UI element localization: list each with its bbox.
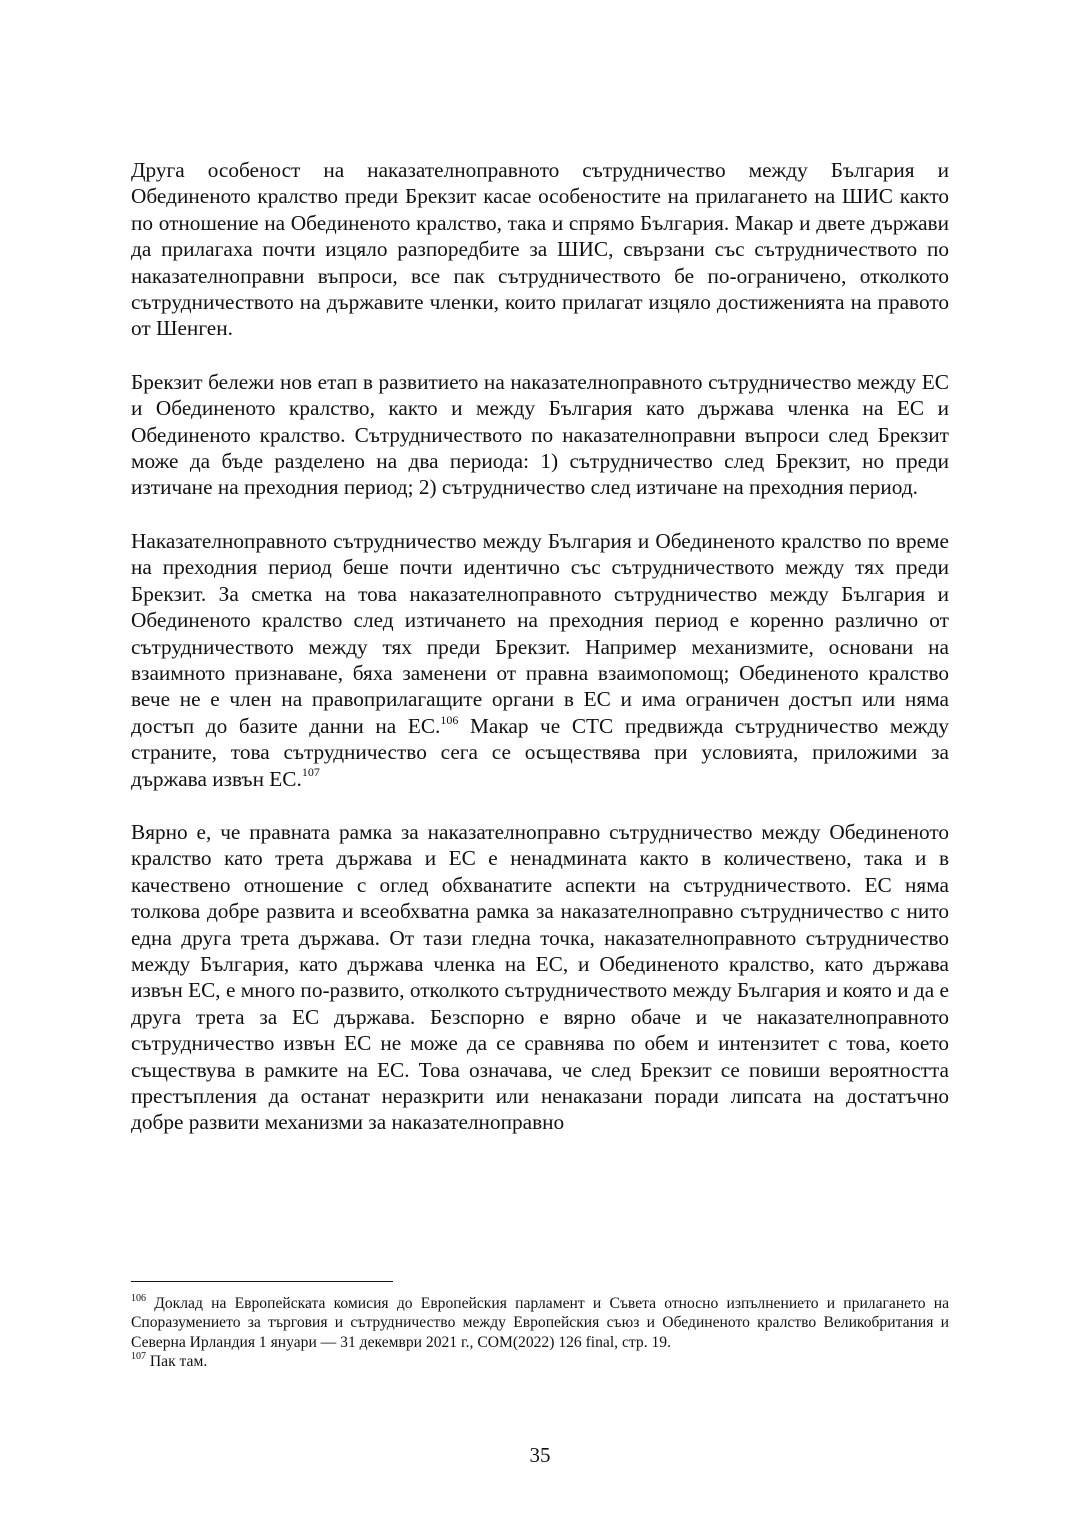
paragraph-2: Брекзит бележи нов етап в развитието на наказателноправното сътрудничество между ЕС и Обединеното кралство, както и между България като държава членка на ЕС и Обединеното кралство. Сътрудничеството по наказателноправни въпроси след Брекзит може да бъде разделено на два периода: 1) сътрудничество след Брекзит, но преди изтичане на преходния период; 2) сътрудничество след изтичане на преходния период.	[131, 369, 949, 500]
footnote-number: 107	[131, 1350, 146, 1362]
paragraph-3	[131, 528, 949, 792]
footnote-107	[131, 1352, 949, 1371]
footnotes	[131, 1294, 949, 1371]
footnote-106	[131, 1294, 949, 1352]
paragraph-1: Друга особеност на наказателноправното сътрудничество между България и Обединеното кралство преди Брекзит касае особеностите на прилагането на ШИС както по отношение на Обединеното кралство, така и спрямо България. Макар и двете държави да прилагаха почти изцяло разпоредбите за ШИС, свързани със сътрудничеството по наказателноправни въпроси, все пак сътрудничеството бе по-ограничено, отколкото сътрудничеството на държавите членки, които прилагат изцяло достиженията на правото от Шенген.	[131, 158, 949, 341]
paragraph-3-part-1: Наказателноправното сътрудничество между България и Обединеното кралство по време на преходния период беше почти идентично със сътрудничеството между тях преди Брекзит. За сметка на това наказателноправното сътрудничество между България и Обединеното кралство след изтичането на преходния период е коренно различно от сътрудничеството между тях преди Брекзит. Например механизмите, основани на взаимното признаване, бяха заменени от правна взаимопомощ; Обединеното кралство вече не е член на правоприлагащите органи в ЕС и има ограничен достъп или няма достъп до базите данни на ЕС.	[131, 528, 949, 738]
page-body	[131, 157, 949, 1163]
footnote-text: Пак там.	[146, 1352, 208, 1370]
page-number: 35	[529, 1443, 551, 1467]
footnote-ref-107[interactable]: 107	[301, 765, 320, 780]
footnote-text: Доклад на Европейската комисия до Европейския парламент и Съвета относно изпълнението и прилагането на Споразумението за търговия и сътрудничество между Европейския съюз и Обединеното кралство Великобритания и Северна Ирландия 1 януари — 31 декември 2021 г., COM(2022) 126 final, стр. 19.	[131, 1295, 949, 1351]
paragraph-4: Вярно е, че правната рамка за наказателноправно сътрудничество между Обединеното кралство като трета държава и ЕС е ненадмината както в количествено, така и в качествено отношение с оглед обхванатите аспекти на сътрудничеството. ЕС няма толкова добре развита и всеобхватна рамка за наказателноправно сътрудничество с нито една друга трета държава. От тази гледна точка, наказателноправното сътрудничество между България, като държава членка на ЕС, и Обединеното кралство, като държава извън ЕС, е много по-развито, отколкото сътрудничеството между България и която и да е друга трета за ЕС държава. Безспорно е вярно обаче и че наказателноправното сътрудничество извън ЕС не може да се сравнява по обем и интензитет с това, което съществува в рамките на ЕС. Това означава, че след Брекзит се повиши вероятността престъпления да останат неразкрити или ненаказани поради липсата на достатъчно добре развити механизми за наказателноправно	[131, 819, 949, 1135]
paragraph-3-part-2: Макар че СТС предвижда сътрудничество между страните, това сътрудничество сега се осъществява при условията, приложими за държава извън ЕС.	[131, 713, 949, 791]
footnote-ref-106[interactable]: 106	[440, 712, 459, 727]
footnote-separator	[131, 1281, 393, 1282]
footnote-number: 106	[131, 1292, 146, 1304]
